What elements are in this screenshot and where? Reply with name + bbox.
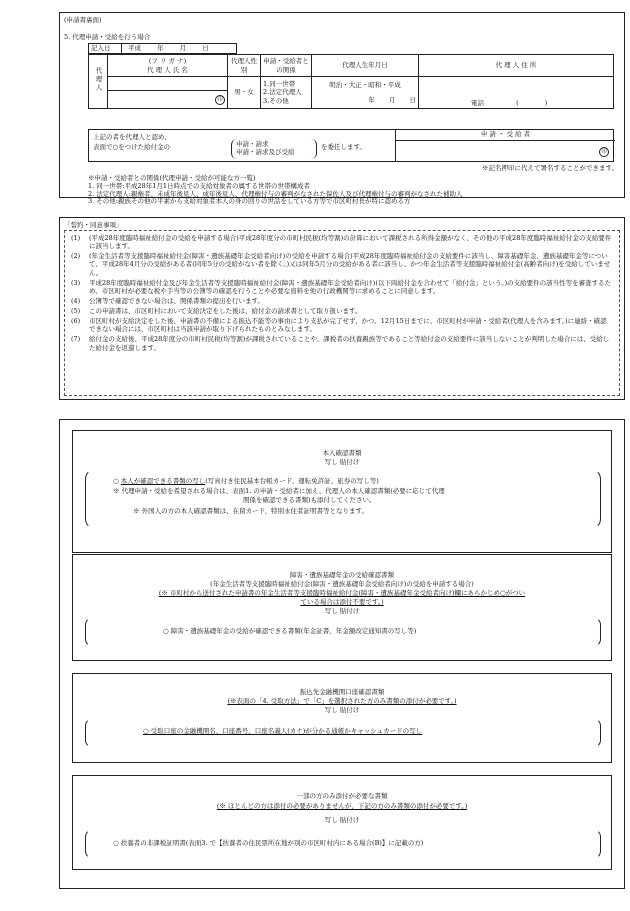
phone-label: 電話 [471, 98, 484, 107]
partial-doc-note: (※ ほとんどの方は添付の必要がありませんが、下記の方のみ書類の添付が必要です。) [216, 802, 468, 810]
delegation-options[interactable] [231, 139, 317, 159]
bank-doc-title: 振込先金融機関口座確認書類 [299, 688, 385, 696]
pension-doc-box[interactable] [72, 554, 612, 661]
entry-date-table [88, 43, 237, 54]
applicant-signature-box[interactable] [395, 129, 615, 162]
id-doc-box[interactable] [72, 430, 612, 553]
agent-table [88, 54, 614, 109]
pension-doc-title: 障害・遺族基礎年金の受給確認書類 [290, 571, 394, 579]
bank-doc-sub: 写し 貼付け [324, 706, 360, 714]
relation-note-2: 2. 法定代理人:親権者、未成年後見人、成年後見人、代理権付与の審判がなされた保佐人及び代理権付与の審判がなされた補助人 [88, 190, 463, 198]
entry-date-year: 年 [157, 44, 164, 53]
name-label: 代 理 人 氏 名 [147, 65, 188, 74]
gender-field[interactable]: 男・女 [228, 77, 261, 109]
delegation-line2: 表面で○をつけた給付金の [93, 143, 171, 151]
documents-section [59, 419, 625, 889]
birth-header: 代理人生年月日 [312, 55, 419, 77]
pension-doc-title2: (年金生活者等支援臨時福祉給付金(障害・遺族基礎年金受給者向け)の受給を申請する場合) [210, 580, 474, 588]
section-title: 5. 代理申請・受給を行う場合 [64, 33, 151, 41]
sign-note: ※記名押印に代えて署名することができます。 [482, 164, 618, 172]
entry-date-day: 日 [202, 44, 209, 53]
name-header [108, 55, 228, 77]
entry-date-field[interactable] [122, 44, 237, 54]
id-doc-line1-rest: (写真付き住民基本台帳カード、運転免許証、旅券の写し等) [205, 477, 379, 485]
birth-month: 月 [388, 95, 396, 104]
pension-doc-line: ○ 障害・遺族基礎年金の受給が確認できる書類(年金証書、年金額改定通知書の写し等) [163, 627, 417, 635]
gender-header: 代理人性別 [228, 55, 261, 77]
delegation-line1: 上記の者を代理人と認め、 [93, 133, 171, 141]
bank-doc-note: (※表面の「4. 受取方法」で「C」を選択された方のみ書類の添付が必要です。) [227, 697, 457, 705]
bank-doc-line: ○ 受取口座の金融機関名、口座番号、口座名義人(カナ)が分かる通帳かキャッシュカードの写し [143, 727, 423, 735]
oath-item: (1) (平成28年度臨時福祉給付金の受給を申請する場合)平成28年度分の市町村民税(均等割)の計算において課税される所得金額がなく、その他の平成28年度臨時福祉給付金の支給要件に該当します。 [71, 234, 612, 251]
id-doc-line1-underline: 本人が確認できる書類の写し [120, 477, 206, 485]
seal-mark: 印 [215, 95, 225, 105]
header-label: (申請書裏面) [64, 16, 102, 24]
id-doc-line3: 関係を確認できる書類)も添付してください。 [243, 496, 376, 504]
pension-doc-note2: ている場合は添付不要です。) [300, 598, 384, 606]
oath-inner [64, 230, 620, 396]
address-header: 代 理 人 住 所 [419, 55, 614, 77]
entry-date-label: 記入日 [89, 44, 122, 54]
relation-option-3: 3.その他 [263, 96, 289, 105]
entry-date-era: 平成 [128, 44, 141, 53]
furigana-label: (フ リ ガ ナ) [148, 57, 187, 66]
birth-field[interactable] [312, 77, 419, 109]
entry-date-month: 月 [179, 44, 187, 53]
oath-item: (4) 公簿等で確認できない場合は、関係書類の提出を行います。 [71, 296, 264, 305]
oath-item: (5) この申請書は、市区町村において支給決定をした後は、給付金の請求書として取り扱います。 [71, 307, 362, 315]
oath-title: 「誓約・同意事項」 [64, 221, 123, 229]
bank-doc-box[interactable] [72, 673, 612, 763]
oath-item: (3) 平成28年度臨時福祉給付金及び年金生活者等支援臨時福祉給付金(障害・遺族基礎年金受給者向け)(以下両給付金を合わせて「給付金」という。)の支給要件の該当性等を審査するため、市区町村が必要な税や手当等の公簿等の確認を行うことや必要な資料を他の行政機関等に求めることに同意します。 [71, 278, 612, 295]
pension-doc-sub: 写し 貼付け [324, 607, 360, 615]
name-field[interactable] [108, 91, 228, 109]
address-field[interactable]: 電話 ( ) [419, 77, 614, 109]
furigana-field[interactable] [108, 77, 228, 91]
delegation-opt1: 申請・請求 [236, 140, 269, 148]
relation-option-1: 1.同一世帯 [263, 80, 296, 89]
birth-eras: 明治・大正・昭和・平成 [329, 81, 401, 90]
oath-item: (6) 市区町村が支給決定をした後、申請書の不備による振込不能等の事由により支払が完了せず、かつ、12月15日までに、市区町村が申請・受給者(代理人を含みます。)に連絡・確認できない場合には、市区町村は当該申請が取り下げられたものとみなします。 [71, 317, 607, 334]
partial-doc-box[interactable] [72, 775, 612, 870]
birth-year: 年 [368, 95, 375, 104]
relation-option-2: 2.法定代理人 [263, 88, 302, 97]
partial-doc-sub: 写し 貼付け [324, 816, 360, 824]
pension-doc-note1: (※ 市町村から送付された申請書の年金生活者等支援臨時福祉給付金(障害・遺族基礎年金受給者向け)欄にあらかじめ○がつい [158, 589, 526, 597]
birth-day: 日 [409, 95, 416, 104]
oath-section [59, 217, 625, 400]
delegation-end: を委任します。 [321, 143, 366, 151]
partial-doc-title: 一部の方のみ添付が必要な書類 [296, 792, 388, 800]
id-doc-title: 本人確認書類 [322, 449, 362, 457]
relation-field[interactable] [261, 77, 312, 109]
applicant-seal: 印 [599, 147, 609, 157]
id-doc-sub: 写し 貼付け [324, 458, 360, 466]
applicant-header: 申 請 ・ 受 給 者 [396, 129, 615, 141]
delegation-opt2: 申請・請求及び受給 [236, 148, 295, 157]
oath-item: (7) 給付金の支給後、平成28年度分の市町村民税(均等割)が課税されていることや、課税者の扶養親族等であること等給付金の支給要件に該当しないことが判明した場合には、受給した給付金を返還します。 [71, 335, 610, 352]
relation-header: 申請・受給者との関係 [261, 55, 312, 77]
id-doc-line2: ※ 代理申請・受給を希望される場合は、表面1. の申請・受給者に加え、代理人の本人確認書類(必要に応じて代理 [113, 487, 445, 495]
id-doc-line4: ※ 外国人の方の本人確認書類は、在留カード、特別永住者証明書等となります。 [133, 507, 368, 515]
delegation-box [88, 129, 614, 162]
agent-section [59, 12, 625, 205]
relation-note-title: ※申請・受給者との関係(代理申請・受給が可能な方一覧) [88, 174, 256, 182]
partial-doc-line: ○ 扶養者の非課税証明書(表面3. で【扶養者の住民票所在地が別の市区町村内にある場合(B)】に記載の方) [113, 839, 424, 847]
oath-item: (2) (年金生活者等支援臨時福祉給付金(障害・遺族基礎年金受給者向け)の受給を申請する場合)平成28年度臨時福祉給付金の支給要件に該当し、障害基礎年金、遺族基礎年金等について、平成28年4月分の受給がある者(同年5分の受給がない者を除く。)又は同年5月分の受給がある者に該当し、かつ年金生活者等支援臨時福祉給付金(高齢者向け)を受給していません。 [71, 252, 611, 277]
agent-label: 代理人 [89, 55, 108, 109]
id-doc-line1-prefix: ○ [113, 477, 121, 485]
relation-note-1: 1. 同一世帯:平成28年1月1日時点での支給対象者の属する世帯の世帯構成者 [88, 182, 310, 190]
relation-note-3: 3. その他:親族その他の平素から支給対象者本人の身の回りの世話をしている方等で市区町村長が特に認める方 [88, 197, 411, 205]
